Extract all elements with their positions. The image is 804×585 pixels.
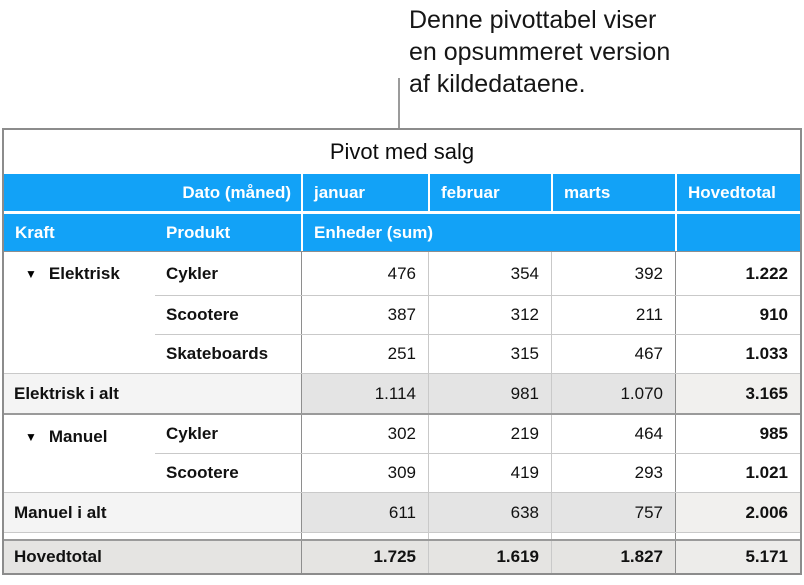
value-cell[interactable]: 354 [428,252,551,295]
header-cell-marts[interactable]: marts [551,174,675,211]
table-row [155,415,800,453]
value-cell[interactable]: 211 [551,296,675,334]
value-cell[interactable]: 312 [428,296,551,334]
callout-line: af kildedataene. [409,70,586,98]
group-elektrisk [4,251,800,373]
group-label: Elektrisk [48,264,120,283]
header-cell-kraft[interactable]: Kraft [15,222,55,242]
subtotal-label-cell[interactable]: Elektrisk i alt [4,374,301,413]
subtotal-total-cell[interactable]: 2.006 [675,493,800,532]
value-cell[interactable]: 309 [301,454,428,492]
grand-total-value-cell[interactable]: 1.619 [428,541,551,573]
row-total-cell[interactable]: 910 [675,296,800,334]
value-cell[interactable]: 392 [551,252,675,295]
subtotal-value-cell[interactable]: 1.070 [551,374,675,413]
table-row [155,295,800,334]
subtotal-value-cell[interactable]: 757 [551,493,675,532]
disclosure-triangle-icon[interactable]: ▼ [25,267,37,281]
header-cell-empty[interactable] [675,214,800,251]
product-cell[interactable]: Skateboards [166,344,269,363]
grand-total-value-cell[interactable]: 1.725 [301,541,428,573]
product-cell[interactable]: Cykler [166,424,218,443]
row-header-row [4,214,800,251]
column-header-row [4,174,800,211]
grand-total-label-cell[interactable]: Hovedtotal [4,541,301,573]
grand-total-total-cell[interactable]: 5.171 [675,541,800,573]
header-cell-enheder[interactable]: Enheder (sum) [301,214,675,251]
value-cell[interactable]: 387 [301,296,428,334]
grand-total-row [4,539,800,573]
value-cell[interactable]: 419 [428,454,551,492]
subtotal-row-manuel [4,492,800,532]
table-row [155,252,800,295]
product-cell[interactable]: Cykler [166,263,218,283]
value-cell[interactable]: 315 [428,335,551,373]
header-cell-produkt[interactable]: Produkt [166,222,231,242]
pivot-table [2,128,802,575]
callout-line: Denne pivottabel viser [409,6,657,34]
subtotal-value-cell[interactable]: 1.114 [301,374,428,413]
header-cell-hovedtotal[interactable]: Hovedtotal [675,174,800,211]
table-row [155,334,800,373]
group-header-cell-manuel[interactable] [4,415,155,492]
table-title-cell[interactable] [4,130,800,174]
value-cell[interactable]: 251 [301,335,428,373]
row-total-cell[interactable]: 1.033 [675,335,800,373]
subtotal-total-cell[interactable]: 3.165 [675,374,800,413]
value-cell[interactable]: 293 [551,454,675,492]
value-cell[interactable]: 302 [301,415,428,453]
callout-line: en opsummeret version [409,38,671,66]
row-total-cell[interactable]: 1.021 [675,454,800,492]
value-cell[interactable]: 476 [301,252,428,295]
value-cell[interactable]: 467 [551,335,675,373]
disclosure-triangle-icon[interactable]: ▼ [25,430,37,444]
subtotal-label-cell[interactable]: Manuel i alt [4,493,301,532]
grand-total-spacer [4,532,800,539]
subtotal-row-elektrisk [4,373,800,413]
header-cell-januar[interactable]: januar [301,174,428,211]
callout-text [409,4,670,100]
table-title: Pivot med salg [329,139,475,164]
table-row [155,453,800,492]
callout-connector-line [398,78,400,128]
row-total-cell[interactable]: 1.222 [675,252,800,295]
header-cell-februar[interactable]: februar [428,174,551,211]
subtotal-value-cell[interactable]: 981 [428,374,551,413]
subtotal-value-cell[interactable]: 638 [428,493,551,532]
group-header-cell-elektrisk[interactable] [4,252,155,373]
group-label: Manuel [48,427,108,446]
value-cell[interactable]: 219 [428,415,551,453]
header-cell-dato[interactable]: Dato (måned) [182,182,291,202]
value-cell[interactable]: 464 [551,415,675,453]
product-cell[interactable]: Scootere [166,463,239,482]
subtotal-value-cell[interactable]: 611 [301,493,428,532]
row-total-cell[interactable]: 985 [675,415,800,453]
product-cell[interactable]: Scootere [166,305,239,324]
grand-total-value-cell[interactable]: 1.827 [551,541,675,573]
group-manuel [4,415,800,492]
